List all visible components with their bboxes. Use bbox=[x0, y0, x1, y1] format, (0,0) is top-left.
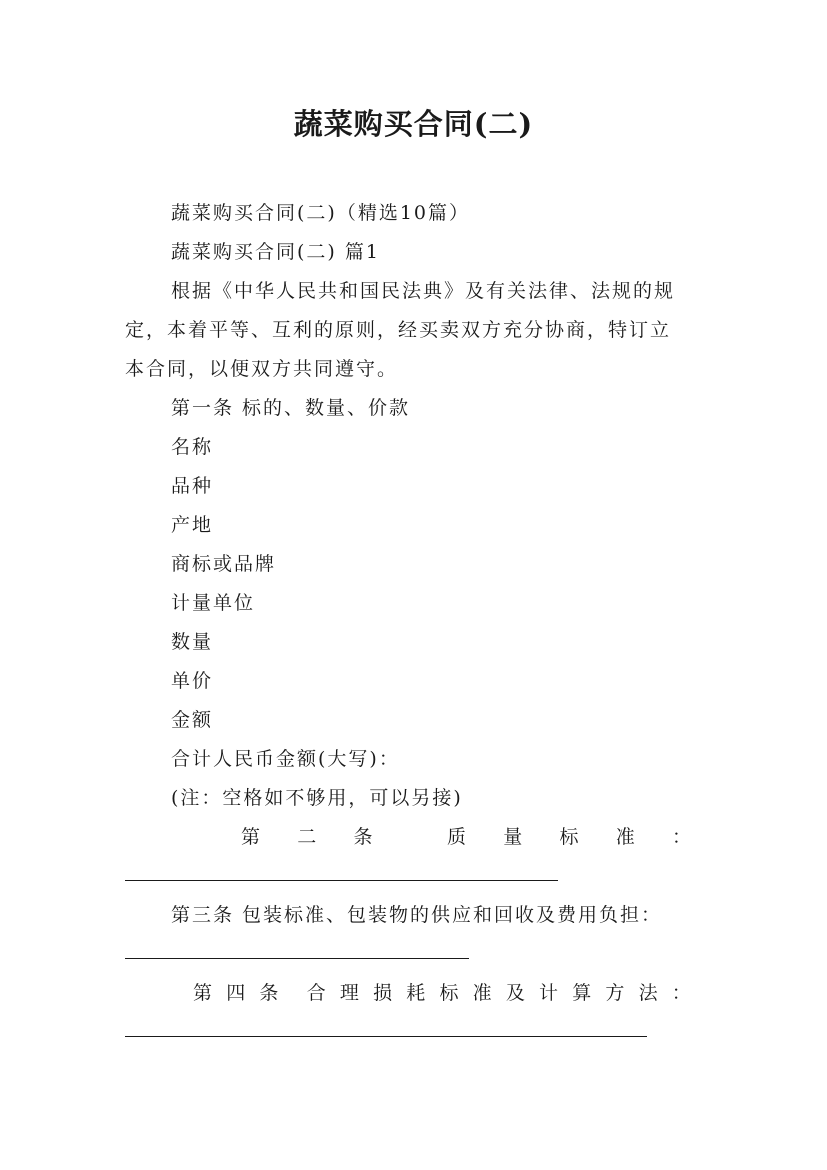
article-2-char: 第 bbox=[241, 826, 261, 848]
field-name: 名称 bbox=[171, 436, 214, 458]
article-2-char: 条 bbox=[353, 826, 373, 848]
article-4-heading bbox=[193, 978, 691, 1005]
article-4-char: 合 bbox=[306, 982, 326, 1004]
document-title: 蔬菜购买合同(二) bbox=[293, 107, 534, 141]
article-2-char: 二 bbox=[297, 826, 317, 848]
preamble-line-2: 定，本着平等、互利的原则，经买卖双方充分协商，特订立 bbox=[125, 319, 672, 341]
field-brand: 商标或品牌 bbox=[171, 553, 277, 575]
article-2-char: 准 bbox=[615, 826, 635, 848]
preamble-line-1: 根据《中华人民共和国民法典》及有关法律、法规的规 bbox=[171, 280, 676, 302]
article-4-char: 准 bbox=[472, 982, 492, 1004]
preamble-line-3: 本合同，以便双方共同遵守。 bbox=[125, 358, 399, 380]
article-2-char: 质 bbox=[446, 826, 466, 848]
field-unit: 计量单位 bbox=[171, 592, 256, 614]
field-origin: 产地 bbox=[171, 514, 214, 536]
article-4-blank-line bbox=[125, 1036, 647, 1037]
article-4-char: 标 bbox=[439, 982, 459, 1004]
section-heading: 蔬菜购买合同(二) 篇1 bbox=[171, 241, 380, 263]
article-4-char: 损 bbox=[373, 982, 393, 1004]
article-4-char: 计 bbox=[539, 982, 559, 1004]
article-4-char: 四 bbox=[226, 982, 246, 1004]
article-4-char: 第 bbox=[193, 982, 213, 1004]
field-amount: 金额 bbox=[171, 709, 214, 731]
article-4-char: 法 bbox=[638, 982, 658, 1004]
article-4-char: 耗 bbox=[406, 982, 426, 1004]
article-2-char: 标 bbox=[559, 826, 579, 848]
field-quantity: 数量 bbox=[171, 631, 214, 653]
note-line: (注：空格如不够用，可以另接) bbox=[171, 787, 463, 809]
article-4-char: 及 bbox=[505, 982, 525, 1004]
article-2-heading bbox=[241, 822, 691, 849]
article-4-char: 方 bbox=[605, 982, 625, 1004]
article-4-char: 条 bbox=[259, 982, 279, 1004]
article-4-char: 理 bbox=[339, 982, 359, 1004]
article-3-heading: 第三条 包装标准、包装物的供应和回收及费用负担： bbox=[171, 904, 663, 926]
article-4-char: ： bbox=[671, 982, 691, 1004]
field-variety: 品种 bbox=[171, 475, 214, 497]
total-amount-line: 合计人民币金额(大写)： bbox=[171, 748, 400, 770]
subtitle-line: 蔬菜购买合同(二)（精选10篇） bbox=[171, 202, 471, 224]
article-4-char: 算 bbox=[572, 982, 592, 1004]
article-2-char: ： bbox=[671, 826, 691, 848]
article-3-blank-line bbox=[125, 958, 469, 959]
article-2-char: 量 bbox=[503, 826, 523, 848]
article-1-heading: 第一条 标的、数量、价款 bbox=[171, 397, 411, 419]
article-2-blank-line bbox=[125, 880, 558, 881]
field-unit-price: 单价 bbox=[171, 670, 214, 692]
